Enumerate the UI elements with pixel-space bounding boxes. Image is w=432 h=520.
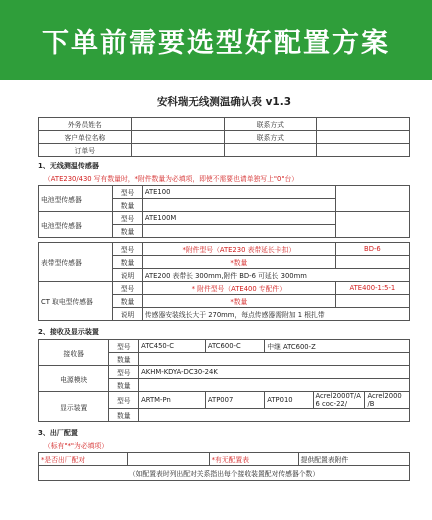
model-label: 型号 [109,366,139,379]
accessory-quantity-field[interactable] [335,295,409,308]
display-model-2: ATP007 [205,392,264,409]
header-banner [0,0,432,80]
power-model: AKHM-KDYA-DC30-24K [139,366,410,379]
quantity-field[interactable] [139,379,410,392]
order-number-label: 订单号 [39,144,132,157]
quantity-field[interactable] [139,353,410,366]
display-model-1: ARTM-Pn [139,392,206,409]
section1-note: （ATE230/430 写有数量时，*附件数量为必填项，即使不需要也请单独写上"0"台） [44,175,299,183]
table-row [39,131,410,144]
quantity-field[interactable] [142,199,335,212]
ct-sensor-table [38,242,410,321]
quantity-label: 数量 [109,353,139,366]
salesperson-field[interactable] [131,118,224,131]
table-row [39,466,410,481]
table-row [39,366,410,379]
model-label: 型号 [113,212,143,225]
config-footer-note: （如配置表时列出配对关系指出每个接收装置配对传感器个数） [39,466,410,481]
relay-model: 中继 ATC600-Z [265,340,410,353]
section3-heading: 3、出厂配置 [38,429,78,437]
receiver-label: 接收器 [39,340,109,366]
receiver-model-2: ATC600-C [205,340,264,353]
receiver-model-1: ATC450-C [139,340,206,353]
pairing-required-field[interactable] [128,453,210,466]
model-label: 型号 [113,243,143,256]
receiver-table [38,339,410,422]
table-row [39,453,410,466]
table-row [39,118,410,131]
display-model-3: ATP010 [265,392,313,409]
contact-label: 联系方式 [224,131,317,144]
sensor-table [38,185,410,238]
config-attachment-label: 提供配置表附件 [298,453,409,466]
description-label: 说明 [113,269,143,282]
empty-cell [335,212,409,238]
table-row [39,243,410,256]
quantity-label: 数量 [109,409,139,422]
model-label: 型号 [113,186,143,199]
empty-cell [317,144,410,157]
customer-name-field[interactable] [131,131,224,144]
model-label: 型号 [109,392,139,409]
table-row [39,186,410,199]
description-text: ATE200 表带长 300mm,附件 BD-6 可延长 300mm [142,269,409,282]
model-label: 型号 [113,282,143,295]
quantity-label: 数量 [113,199,143,212]
battery-sensor-label: 电池型传感器 [39,212,113,238]
empty-cell [224,144,317,157]
config-table-label: *有无配置表 [209,453,298,466]
table-row [39,212,410,225]
accessory-quantity-label: *数量 [142,256,335,269]
quantity-label: 数量 [113,295,143,308]
section1-heading: 1、无线测温传感器 [38,162,99,170]
display-model-5: Acrel2000 /B [365,392,410,409]
contact-field[interactable] [317,131,410,144]
contact-field[interactable] [317,118,410,131]
table-row [39,282,410,295]
accessory-model-value: BD-6 [335,243,409,256]
form-title: 安科瑞无线测温确认表 v1.3 [156,96,292,108]
pairing-required-label: *是否出厂配对 [39,453,128,466]
model-value: ATE100M [142,212,335,225]
accessory-model-label: *附件型号（ATE230 表带延长卡扣） [142,243,335,256]
confirmation-form [38,88,410,481]
table-row [39,392,410,409]
contact-label: 联系方式 [224,118,317,131]
accessory-model-value: ATE400-1:5-1 [335,282,409,295]
quantity-label: 数量 [113,256,143,269]
section3-note: （标有"*"为必填项） [44,442,109,450]
customer-name-label: 客户单位名称 [39,131,132,144]
accessory-quantity-label: *数量 [142,295,335,308]
description-text: 传感器安装线长大于 270mm，每点传感器需附加 1 根扎带 [142,308,409,321]
model-value: ATE100 [142,186,335,199]
ct-sensor-label: CT 取电型传感器 [39,282,113,321]
empty-cell [335,186,409,212]
accessory-model-label: * 附件型号（ATE400 专配件） [142,282,335,295]
display-model-4: Acrel2000T/A 6 coc-22/ [313,392,365,409]
salesperson-label: 外务员姓名 [39,118,132,131]
description-label: 说明 [113,308,143,321]
quantity-field[interactable] [139,409,410,422]
display-device-label: 显示装置 [39,392,109,422]
quantity-label: 数量 [113,225,143,238]
table-row [39,144,410,157]
power-module-label: 电源模块 [39,366,109,392]
accessory-quantity-field[interactable] [335,256,409,269]
factory-config-table [38,452,410,481]
quantity-label: 数量 [109,379,139,392]
banner-title: 下单前需要选型好配置方案 [42,27,390,59]
customer-info-table [38,117,410,157]
quantity-field[interactable] [142,225,335,238]
section2-heading: 2、接收及显示装置 [38,328,99,336]
order-number-field[interactable] [131,144,224,157]
table-row [39,340,410,353]
battery-sensor-label: 电池型传感器 [39,186,113,212]
strap-sensor-label: 表带型传感器 [39,243,113,282]
model-label: 型号 [109,340,139,353]
